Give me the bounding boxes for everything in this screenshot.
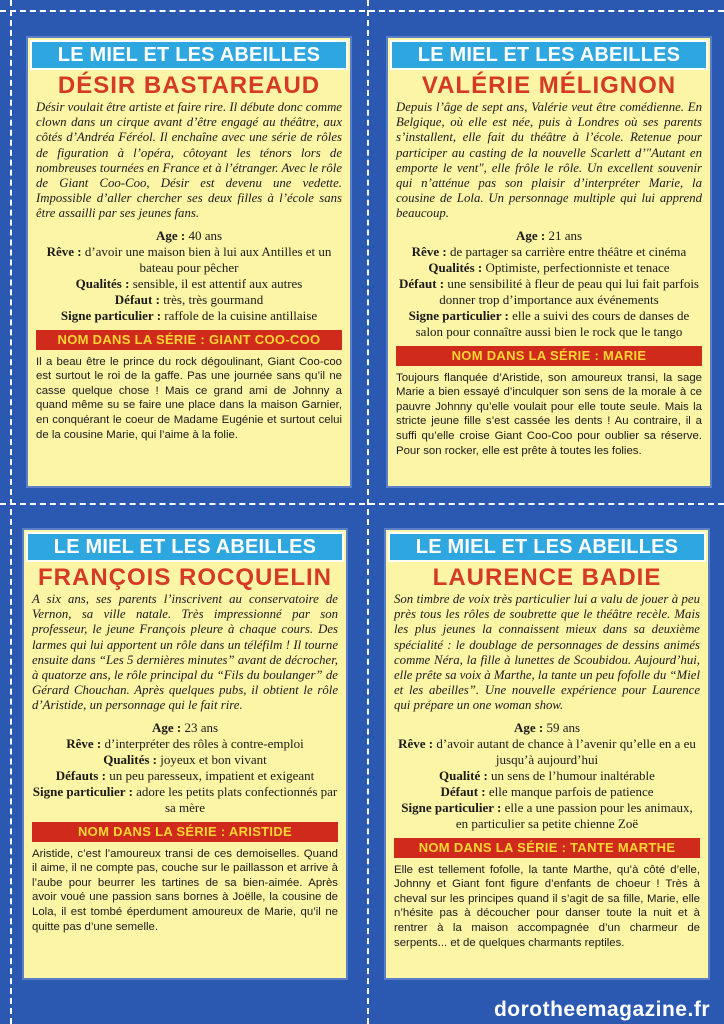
actor-stats: [386, 714, 708, 832]
role-banner: NOM DANS LA SÉRIE : ARISTIDE: [32, 822, 338, 842]
card-laurence-badie: [384, 528, 710, 980]
card-valerie-melignon: [386, 36, 712, 488]
role-banner: NOM DANS LA SÉRIE : TANTE MARTHE: [394, 838, 700, 858]
stat-trait: Signe particulier : elle a suivi des cours de danses de salon pour connaître aussi bien le rock que le tango: [408, 307, 690, 339]
stat-dream: Rêve : d’interpréter des rôles à contre-emploi: [66, 735, 304, 751]
actor-name: FRANÇOIS ROCQUELIN: [38, 564, 332, 591]
actor-name: DÉSIR BASTAREAUD: [57, 72, 321, 99]
stat-age: Age : 21 ans: [515, 227, 583, 243]
stat-age: Age : 40 ans: [155, 227, 223, 243]
role-description: Toujours flanquée d’Aristide, son amoureux transi, la sage Marie a bien essayé d’inculquer son sens de la morale à ce pauvre Johnny qu’elle voulait pour elle toute seule. Mais la stricte jeune fille s’est cassée les dents ! Au contraire, il a suffi qu’elle croise Giant Coo-Coo pour oublier sa réserve. Pour son rocker, elle est prête à toutes les folies.: [396, 371, 702, 457]
role-banner: NOM DANS LA SÉRIE : MARIE: [396, 346, 702, 366]
cut-line-left: [10, 0, 12, 1024]
stat-qualities: Qualités : joyeux et bon vivant: [103, 751, 267, 767]
role-description: Elle est tellement fofolle, la tante Marthe, qu’à côté d’elle, Johnny et Giant font figure d’enfants de choeur ! Très à cheval sur les principes quand il s’agit de sa fille, Marie, elle n’hésite pas à découcher pour danser toute la nuit et à rentrer à la maison accompagnée d’un charmeur de serpents... et de quelques charmants reptiles.: [394, 863, 700, 949]
role-description: Il a beau être le prince du rock dégoulinant, Giant Coo-coo est surtout le roi de la gaffe. Pas une journée sans qu’il ne casse quelque chose ! Mais ce grand ami de Johnny a quand même su se faire une place dans la maison Garnier, en conquérant le coeur de Madame Eugénie et surtout celui de la cousine Marie, qui l’aime à la folie.: [36, 355, 342, 441]
series-band: LE MIEL ET LES ABEILLES: [388, 532, 706, 562]
actor-bio: Désir voulait être artiste et faire rire. Il débute donc comme clown dans un cirque avant d’être engagé au théâtre, aux côtés d’Andréa Féréol. Il enchaîne avec une série de rôles de figuration à l’opéra, côtoyant les ténors lors de nombreuses tournées en France et à l’étranger. Avec le rôle de Giant Coo-Coo, Désir est devenu une vedette. Impossible d’aller chercher ses deux filles à l’école sans être assailli par ses jeunes fans.: [36, 100, 342, 221]
actor-bio: Son timbre de voix très particulier lui a valu de jouer à peu près tous les rôles de soubrette que le théâtre recèle. Mais les plus jeunes la connaissent mieux dans sa deuxième spécialité : le doublage de personnages de dessins animés comme Néra, la fille à lunettes de Scoubidou. Aujourd’hui, elle prête sa voix à Marthe, la tante un peu fofolle du “Miel et les abeilles”. Une nouvelle expérience pour Laurence qui prépare un one woman show.: [394, 592, 700, 713]
card-desir-bastareaud: [26, 36, 352, 488]
stat-dream: Rêve : d’avoir une maison bien à lui aux Antilles et un bateau pour pêcher: [46, 243, 332, 275]
stat-qualities: Qualité : un sens de l’humour inaltérable: [439, 767, 655, 783]
stat-flaw: Défauts : un peu paresseux, impatient et exigeant: [55, 767, 315, 783]
card-francois-rocquelin: [22, 528, 348, 980]
stat-dream: Rêve : de partager sa carrière entre théâtre et cinéma: [411, 243, 687, 259]
cut-line-vertical: [367, 0, 369, 1024]
cut-line-top: [0, 10, 724, 12]
stat-flaw: Défaut : une sensibilité à fleur de peau qui lui fait parfois donner trop d’importance aux événements: [398, 275, 699, 307]
stat-flaw: Défaut : très, très gourmand: [114, 291, 264, 307]
stat-qualities: Qualités : sensible, il est attentif aux autres: [75, 275, 303, 291]
role-banner: NOM DANS LA SÉRIE : GIANT COO-COO: [36, 330, 342, 350]
series-band: LE MIEL ET LES ABEILLES: [390, 40, 708, 70]
actor-bio: A six ans, ses parents l’inscrivent au conservatoire de Vernon, sa ville natale. Très impressionné par son professeur, le jeune François pleure à chaque cours. Des larmes qui lui apportent un rôle dans un téléfilm ! Il tourne ensuite dans “Les 5 dernières minutes” avant de décrocher, à quatorze ans, le rôle principal du “Fils du boulanger” de Gérard Chouchan. Après quelques pubs, il obtient le rôle d’Aristide, un personnage qui le fait rire.: [32, 592, 338, 713]
actor-stats: [28, 222, 350, 324]
actor-name: VALÉRIE MÉLIGNON: [421, 72, 677, 99]
series-band: LE MIEL ET LES ABEILLES: [30, 40, 348, 70]
actor-name: LAURENCE BADIE: [432, 564, 662, 591]
stat-qualities: Qualités : Optimiste, perfectionniste et tenace: [428, 259, 670, 275]
stat-trait: Signe particulier : elle a une passion pour les animaux, en particulier sa petite chienne Zoë: [401, 799, 693, 831]
actor-stats: [388, 222, 710, 340]
role-description: Aristide, c’est l’amoureux transi de ces demoiselles. Quand il aime, il ne compte pas, couche sur le paillasson et arrive à l’aube pour beurrer les tartines de sa bien-aimée. Après avoir voué une passion sans bornes à Joëlle, la cousine de Lola, il est tombé éperdument amoureux de Marie, qu’il ne quitte pas d’une semelle.: [32, 847, 338, 933]
stat-age: Age : 59 ans: [513, 719, 581, 735]
stat-trait: Signe particulier : adore les petits plats confectionnés par sa mère: [32, 783, 338, 815]
cut-line-horizontal: [0, 503, 724, 505]
stat-dream: Rêve : d’avoir autant de chance à l’avenir qu’elle en a eu jusqu’à aujourd’hui: [398, 735, 696, 767]
actor-bio: Depuis l’âge de sept ans, Valérie veut être comédienne. En Belgique, où elle est née, puis à Londres où ses parents s’installent, elle fait du théâtre à l’école. Retenue pour participer au casting de la nouvelle Scarlett d’"Autant en emporte le vent", elle frôle le rôle. Un excellent souvenir qui n’atténue pas son plaisir d’interpréter Marie, la cousine de Lola. Un personnage multiple qui lui apprend beaucoup.: [396, 100, 702, 221]
series-band: LE MIEL ET LES ABEILLES: [26, 532, 344, 562]
site-watermark: dorotheemagazine.fr: [493, 998, 710, 1021]
stat-age: Age : 23 ans: [151, 719, 219, 735]
stat-flaw: Défaut : elle manque parfois de patience: [440, 783, 654, 799]
stat-trait: Signe particulier : raffole de la cuisine antillaise: [60, 307, 318, 323]
actor-stats: [24, 714, 346, 816]
